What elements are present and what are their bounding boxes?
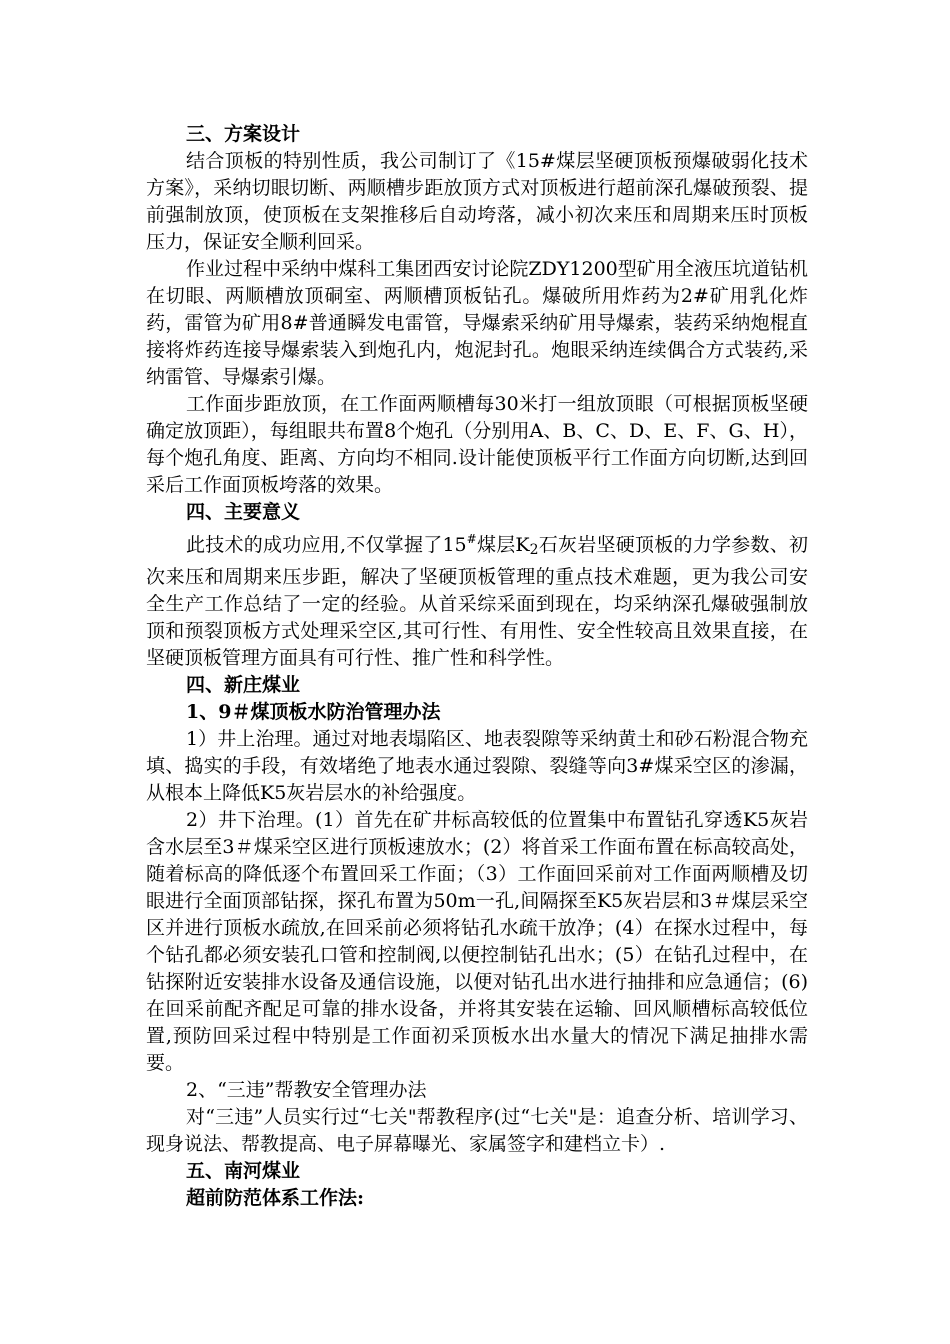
- text-run: 此技术的成功应用,不仅掌握了15: [186, 534, 467, 556]
- paragraph: 对“三违”人员实行过“七关"帮教程序(过“七关"是：追查分析、培训学习、现身说法、帮教提高、电子屏幕曝光、家属签字和建档立卡）.: [146, 1106, 808, 1155]
- paragraph: 结合顶板的特别性质，我公司制订了《15#煤层坚硬顶板预爆破弱化技术方案》，采纳切眼切断、两顺槽步距放顶方式对顶板进行超前深孔爆破预裂、提前强制放顶，使顶板在支架推移后自动垮落，减小初次来压和周期来压时顶板压力，保证安全顺利回采。: [146, 150, 808, 253]
- paragraph: [146, 526, 808, 672]
- section-heading-xinzhuang: 四、新庄煤业: [186, 674, 301, 696]
- paragraph: 工作面步距放顶，在工作面两顺槽每30米打一组放顶眼（可根据顶板坚硬确定放顶距），每组眼共布置8个炮孔（分别用A、B、C、D、E、F、G、H），每个炮孔角度、距离、方向均不相同.设计能使顶板平行工作面方向切断,达到回采后工作面顶板垮落的效果。: [146, 393, 808, 496]
- superscript: #: [466, 532, 477, 546]
- subsection-heading-roof-water: 1、9＃煤顶板水防治管理办法: [186, 701, 441, 723]
- subscript: 2: [529, 542, 539, 558]
- paragraph: 2）井下治理。(1）首先在矿井标高较低的位置集中布置钻孔穿透K5灰岩含水层至3＃煤采空区进行顶板速放水；(2）将首采工作面布置在标高较高处，随着标高的降低逐个布置回采工作面；（3）工作面回采前对工作面两顺槽及切眼进行全面顶部钻探，探孔布置为50m一孔,间隔探至K5灰岩层和3＃煤层采空区并进行顶板水疏放,在回采前必须将钻孔水疏干放净；(4）在探水过程中，每个钻孔都必须安装孔口管和控制阀,以便控制钻孔出水；(5）在钻孔过程中，在钻探附近安装排水设备及通信设施，以便对钻孔出水进行抽排和应急通信；(6)在回采前配齐配足可靠的排水设备，并将其安装在运输、回风顺槽标高较低位置,预防回采过程中特别是工作面初采顶板水出水量大的情况下满足抽排水需要。: [146, 809, 808, 1074]
- subsection-heading-prevention-system: 超前防范体系工作法:: [186, 1187, 365, 1209]
- text-run: 石灰岩坚硬顶板的力学参数、初次来压和周期来压步距，解决了坚硬顶板管理的重点技术难题，更为我公司安全生产工作总结了一定的经验。从首采综采面到现在，均采纳深孔爆破强制放顶和预裂顶板方式处理采空区,其可行性、有用性、安全性较高且效果直接，在坚硬顶板管理方面具有可行性、推广性和科学性。: [146, 534, 808, 669]
- paragraph: 作业过程中采纳中煤科工集团西安讨论院ZDY1200型矿用全液压坑道钻机在切眼、两顺槽放顶硐室、两顺槽顶板钻孔。爆破所用炸药为2#矿用乳化炸药，雷管为矿用8#普通瞬发电雷管，导爆索采纳矿用导爆索，装药采纳炮棍直接将炸药连接导爆索装入到炮孔内，炮泥封孔。炮眼采纳连续偶合方式装药,采纳雷管、导爆索引爆。: [146, 258, 808, 388]
- document-body: [146, 121, 808, 1212]
- section-heading-plan-design: 三、方案设计: [186, 123, 301, 145]
- subsection-heading-three-violations: 2、“三违”帮教安全管理办法: [186, 1079, 427, 1101]
- text-run: 煤层K: [476, 534, 530, 556]
- section-heading-nanhe: 五、南河煤业: [186, 1160, 301, 1182]
- paragraph: 1）井上治理。通过对地表塌陷区、地表裂隙等采纳黄土和砂石粉混合物充填、捣实的手段，有效堵绝了地表水通过裂隙、裂缝等向3#煤采空区的渗漏，从根本上降低K5灰岩层水的补给强度。: [146, 728, 808, 804]
- section-heading-significance: 四、主要意义: [186, 501, 301, 523]
